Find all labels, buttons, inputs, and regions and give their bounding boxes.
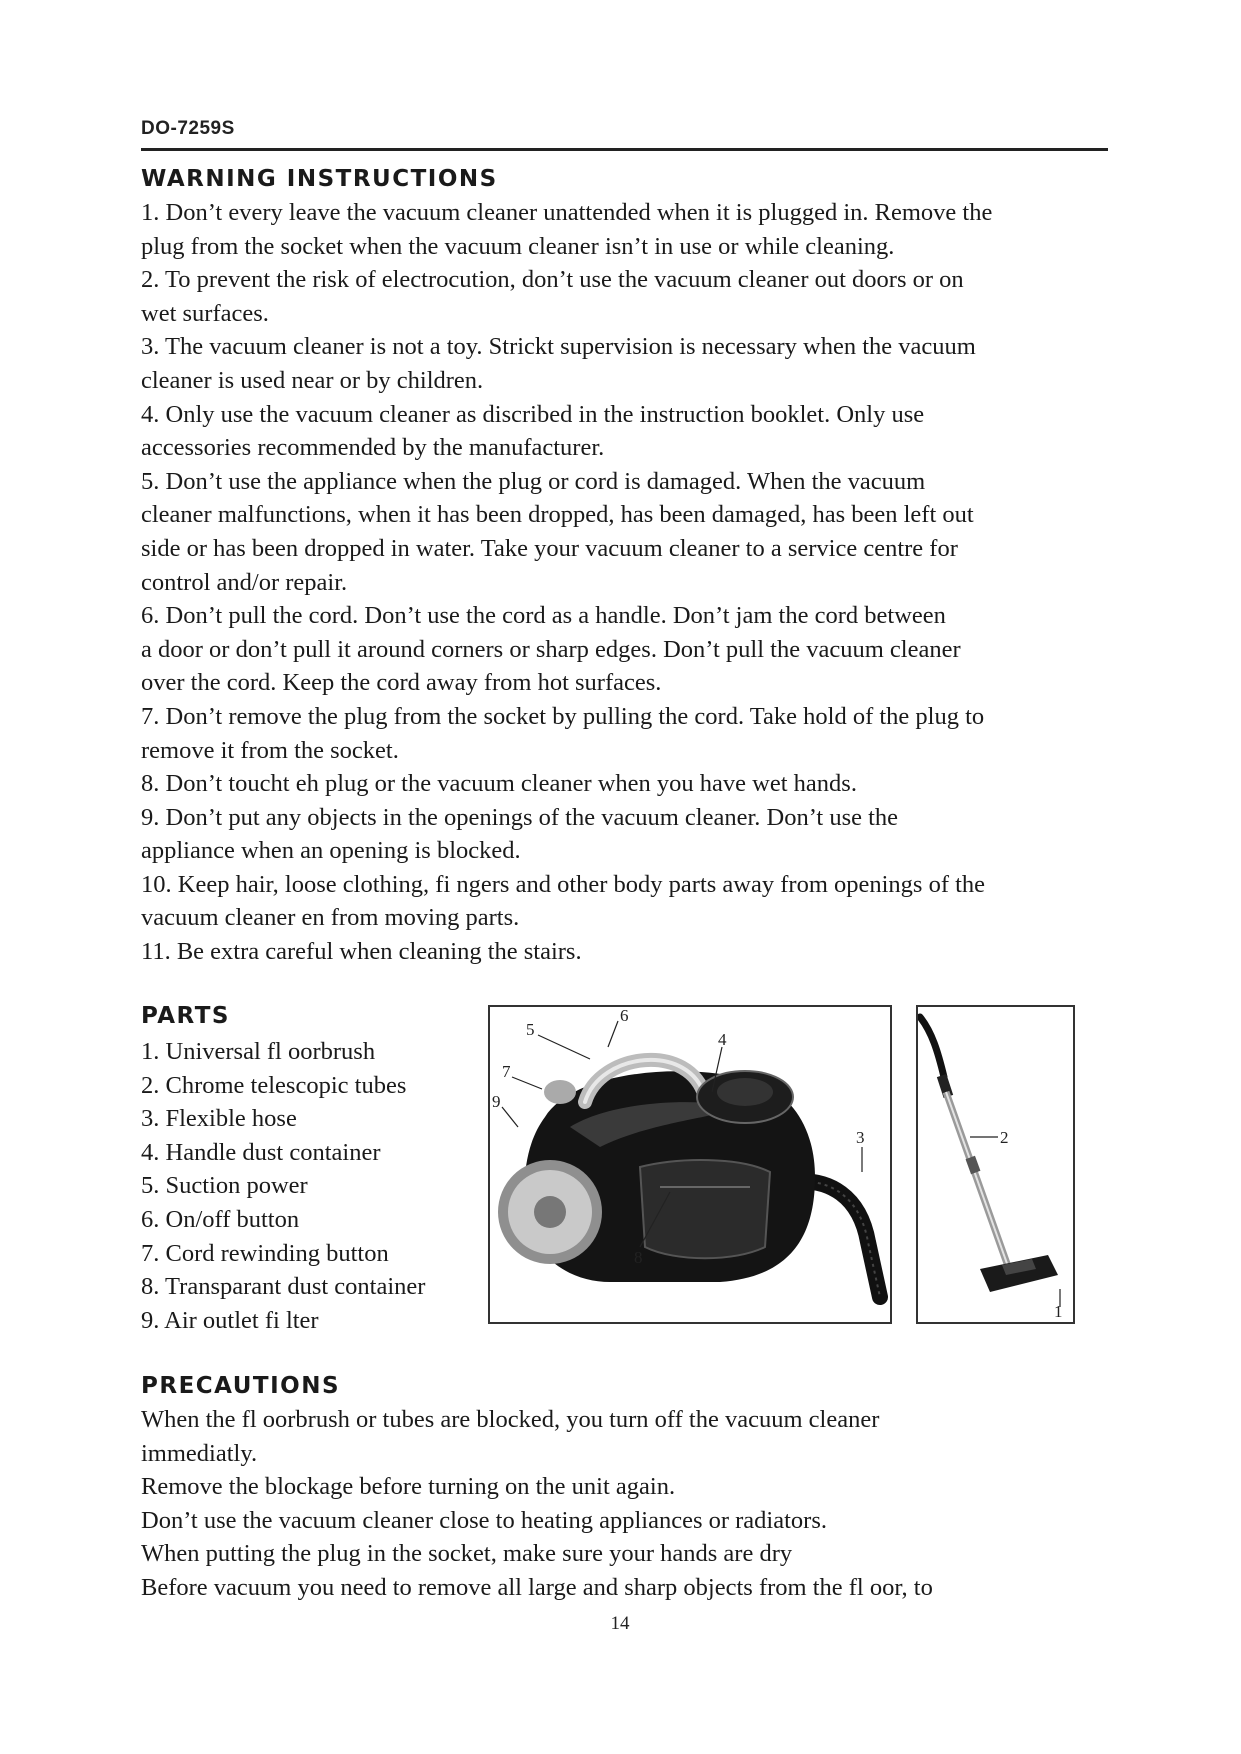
- parts-item: 8. Transparant dust container: [141, 1273, 426, 1301]
- parts-item: 5. Suction power: [141, 1172, 308, 1200]
- tube-illustration: [918, 1007, 1073, 1322]
- telescopic-tube-photo: [916, 1005, 1075, 1324]
- precautions-heading: PRECAUTIONS: [141, 1373, 341, 1399]
- parts-heading: PARTS: [141, 1003, 230, 1029]
- warning-line: 6. Don’t pull the cord. Don’t use the cord as a handle. Don’t jam the cord between: [141, 602, 946, 630]
- precaution-line: Before vacuum you need to remove all large and sharp objects from the fl oor, to: [141, 1573, 933, 1601]
- warning-line: accessories recommended by the manufacturer.: [141, 434, 605, 462]
- warning-heading: WARNING INSTRUCTIONS: [141, 166, 498, 192]
- callout-6: 6: [620, 1007, 629, 1025]
- warning-line: remove it from the socket.: [141, 736, 399, 764]
- warning-line: wet surfaces.: [141, 299, 269, 327]
- header-rule: [141, 148, 1108, 151]
- warning-line: 4. Only use the vacuum cleaner as discribed in the instruction booklet. Only use: [141, 400, 925, 428]
- parts-item: 4. Handle dust container: [141, 1138, 381, 1166]
- warning-line: vacuum cleaner en from moving parts.: [141, 904, 520, 932]
- warning-line: 5. Don’t use the appliance when the plug or cord is damaged. When the vacuum: [141, 467, 926, 495]
- warning-line: cleaner malfunctions, when it has been dropped, has been damaged, has been left out: [141, 501, 974, 529]
- vacuum-body-photo: [488, 1005, 892, 1324]
- precautions-text: [141, 1403, 1101, 1605]
- page-number: 14: [610, 1613, 630, 1634]
- parts-item: 2. Chrome telescopic tubes: [141, 1071, 407, 1099]
- parts-item: 9. Air outlet fi lter: [141, 1306, 319, 1334]
- callout-8: 8: [634, 1248, 643, 1267]
- precaution-line: Don’t use the vacuum cleaner close to heating appliances or radiators.: [141, 1506, 827, 1534]
- warning-line: 9. Don’t put any objects in the openings of the vacuum cleaner. Don’t use the: [141, 803, 899, 831]
- callout-9: 9: [492, 1092, 501, 1111]
- precaution-line: Remove the blockage before turning on the unit again.: [141, 1473, 676, 1501]
- warning-line: 1. Don’t every leave the vacuum cleaner unattended when it is plugged in. Remove the: [141, 199, 993, 226]
- precaution-line: immediatly.: [141, 1439, 258, 1467]
- warning-line: 7. Don’t remove the plug from the socket by pulling the cord. Take hold of the plug to: [141, 702, 985, 730]
- precaution-line: When the fl oorbrush or tubes are blocked, you turn off the vacuum cleaner: [141, 1406, 880, 1433]
- warning-line: 11. Be extra careful when cleaning the stairs.: [141, 938, 582, 966]
- warning-line: 8. Don’t toucht eh plug or the vacuum cleaner when you have wet hands.: [141, 770, 857, 798]
- callout-5: 5: [526, 1020, 535, 1039]
- callout-7: 7: [502, 1062, 511, 1081]
- callout-2: 2: [1000, 1128, 1009, 1147]
- warning-line: over the cord. Keep the cord away from hot surfaces.: [141, 669, 662, 697]
- parts-item: 3. Flexible hose: [141, 1105, 297, 1133]
- warning-line: 10. Keep hair, loose clothing, fi ngers and other body parts away from openings of the: [141, 870, 986, 898]
- precaution-line: When putting the plug in the socket, make sure your hands are dry: [141, 1540, 793, 1568]
- warning-line: control and/or repair.: [141, 568, 348, 596]
- warning-line: a door or don’t pull it around corners or sharp edges. Don’t pull the vacuum cleaner: [141, 635, 961, 663]
- warning-line: appliance when an opening is blocked.: [141, 837, 521, 865]
- parts-item: 1. Universal fl oorbrush: [141, 1038, 376, 1065]
- parts-item: 7. Cord rewinding button: [141, 1239, 389, 1267]
- callout-3: 3: [856, 1128, 865, 1147]
- callout-4: 4: [718, 1030, 727, 1049]
- warning-line: cleaner is used near or by children.: [141, 366, 484, 394]
- warning-instructions: [141, 196, 1121, 969]
- warning-line: side or has been dropped in water. Take your vacuum cleaner to a service centre for: [141, 534, 958, 562]
- model-number: DO-7259S: [141, 118, 235, 139]
- vacuum-body-illustration: [490, 1007, 890, 1322]
- parts-item: 6. On/off button: [141, 1205, 300, 1233]
- warning-line: plug from the socket when the vacuum cleaner isn’t in use or while cleaning.: [141, 232, 895, 260]
- warning-line: 3. The vacuum cleaner is not a toy. Strickt supervision is necessary when the vacuum: [141, 333, 976, 361]
- parts-list: [141, 1035, 425, 1337]
- warning-line: 2. To prevent the risk of electrocution, don’t use the vacuum cleaner out doors or on: [141, 266, 964, 294]
- callout-1: 1: [1054, 1302, 1063, 1321]
